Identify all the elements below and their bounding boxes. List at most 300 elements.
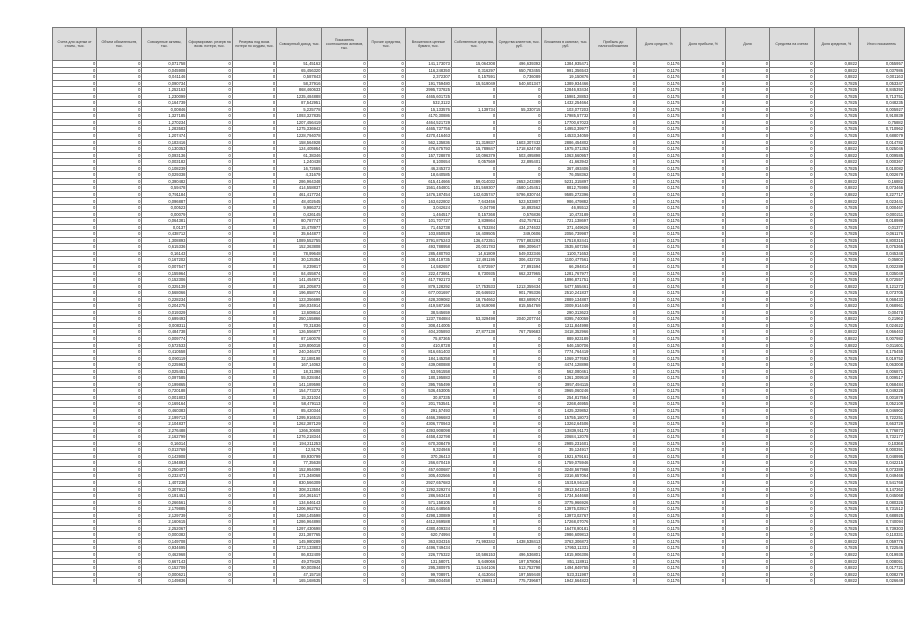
table-cell: 0,7825 xyxy=(814,375,859,382)
table-cell: 0 xyxy=(451,525,496,532)
table-cell: 0,667143 xyxy=(142,558,187,565)
table-cell: 0 xyxy=(367,447,405,454)
table-cell: 0,8822 xyxy=(814,316,859,323)
table-cell: 0,7825 xyxy=(814,126,859,133)
table-cell: 0 xyxy=(590,309,637,316)
table-cell: 4451,648565 xyxy=(405,506,451,513)
table-cell: 0,001163 xyxy=(859,74,905,81)
table-cell: 0 xyxy=(187,290,232,297)
table-cell: 0 xyxy=(97,178,142,185)
table-cell: 0,250407 xyxy=(142,466,187,473)
table-cell: 80,787747 xyxy=(277,218,322,225)
table-cell: 0 xyxy=(726,296,770,303)
table-cell: 0 xyxy=(187,159,232,166)
table-cell: 0 xyxy=(367,244,405,251)
table-cell: 0 xyxy=(590,558,637,565)
table-cell: 0 xyxy=(451,434,496,441)
table-cell: 0,59478 xyxy=(142,185,187,192)
table-cell: 0 xyxy=(681,322,726,329)
table-cell: 0 xyxy=(367,401,405,408)
table-cell: 55,028484 xyxy=(277,375,322,382)
table-cell: 0,042215 xyxy=(859,460,905,467)
table-cell: 0 xyxy=(322,257,367,264)
table-cell: 0 xyxy=(681,558,726,565)
table-cell: 0 xyxy=(681,133,726,140)
table-cell: 0,175455 xyxy=(859,349,905,356)
table-cell: 0,1176 xyxy=(637,218,681,225)
table-cell: 0 xyxy=(590,80,637,87)
table-cell: 0 xyxy=(726,329,770,336)
table-cell: 0 xyxy=(590,362,637,369)
table-cell: 0 xyxy=(232,434,276,441)
table-cell: 0 xyxy=(451,427,496,434)
table-cell: 0 xyxy=(726,303,770,310)
table-cell: 0 xyxy=(53,440,97,447)
table-cell: 0 xyxy=(232,499,276,506)
table-cell: 285,480793 xyxy=(405,250,451,257)
table-cell: 0 xyxy=(590,146,637,153)
table-cell: 0 xyxy=(590,427,637,434)
table-cell: 0 xyxy=(769,335,814,342)
column-header: Вложения в капитал, тыс. руб. xyxy=(542,28,590,61)
table-cell: 0 xyxy=(681,303,726,310)
table-cell: 0 xyxy=(97,250,142,257)
table-cell: 0,8822 xyxy=(814,303,859,310)
table-cell: 0 xyxy=(497,87,542,94)
table-cell: 306,432725 xyxy=(497,257,542,264)
table-cell: 0,1175 xyxy=(637,93,681,100)
table-cell: 0 xyxy=(53,473,97,480)
table-cell: 1,252163 xyxy=(142,87,187,94)
table-cell: 2,179885 xyxy=(142,506,187,513)
table-cell: 0 xyxy=(769,74,814,81)
table-cell: 901,795336 xyxy=(497,290,542,297)
table-cell: 0,1175 xyxy=(637,133,681,140)
table-cell: 0,00846 xyxy=(142,106,187,113)
table-cell: 0 xyxy=(681,146,726,153)
table-cell: 0,1176 xyxy=(637,283,681,290)
table-cell: 0 xyxy=(322,100,367,107)
table-cell: 58,479113 xyxy=(277,401,322,408)
table-cell: 0,722546 xyxy=(859,545,905,552)
table-cell: 46,95512 xyxy=(542,205,590,212)
table-cell: 0 xyxy=(769,447,814,454)
table-cell: 0,7825 xyxy=(814,473,859,480)
table-cell: 197,559448 xyxy=(497,571,542,578)
table-cell: 0 xyxy=(497,434,542,441)
table-cell: 0 xyxy=(769,100,814,107)
table-cell: 0,1175 xyxy=(637,290,681,297)
table-cell: 0,7825 xyxy=(814,362,859,369)
table-cell: 2,372307 xyxy=(405,74,451,81)
table-cell: 0 xyxy=(681,74,726,81)
table-cell: 0,460383 xyxy=(142,407,187,414)
table-cell: 0 xyxy=(187,61,232,68)
table-cell: 0,8822 xyxy=(814,178,859,185)
table-cell: 0 xyxy=(97,67,142,74)
table-cell: 191,759480 xyxy=(405,80,451,87)
table-cell: 6,753284 xyxy=(451,224,496,231)
table-cell: 0,1175 xyxy=(637,473,681,480)
table-cell: 0,017721 xyxy=(859,565,905,572)
table-cell: 991,356543 xyxy=(542,67,590,74)
table-cell: 0,090734 xyxy=(142,80,187,87)
table-cell: 0 xyxy=(187,283,232,290)
table-cell: 0 xyxy=(590,178,637,185)
table-cell: 0 xyxy=(97,263,142,270)
table-cell: 0 xyxy=(322,277,367,284)
table-cell: 0 xyxy=(367,198,405,205)
table-cell: 0 xyxy=(53,538,97,545)
table-cell: 3,042624 xyxy=(405,205,451,212)
column-header: Прибыль до налогообложения xyxy=(590,28,637,61)
table-cell: 0 xyxy=(726,486,770,493)
table-cell: 0 xyxy=(367,329,405,336)
table-cell: 35,644877 xyxy=(277,231,322,238)
table-cell: 71,452738 xyxy=(405,224,451,231)
table-cell: 0 xyxy=(232,532,276,539)
table-cell: 0 xyxy=(187,139,232,146)
table-cell: 0 xyxy=(451,421,496,428)
table-cell: 38,545659 xyxy=(405,309,451,316)
table-cell: 0 xyxy=(322,191,367,198)
table-cell: 0 xyxy=(187,316,232,323)
table-cell: 0,7825 xyxy=(814,453,859,460)
table-cell: 0 xyxy=(187,342,232,349)
table-cell: 1273,133803 xyxy=(277,545,322,552)
table-cell: 0 xyxy=(367,335,405,342)
table-cell: 167,14062 xyxy=(277,362,322,369)
table-cell: 0 xyxy=(497,407,542,414)
table-cell: 0 xyxy=(322,126,367,133)
table-cell: 0,057569 xyxy=(451,159,496,166)
table-cell: 0 xyxy=(769,152,814,159)
table-cell: 0 xyxy=(322,119,367,126)
table-cell: 0 xyxy=(232,493,276,500)
table-cell: 0 xyxy=(451,453,496,460)
table-cell: 0 xyxy=(322,113,367,120)
table-cell: 1295,916515 xyxy=(277,414,322,421)
table-cell: 0 xyxy=(97,375,142,382)
table-cell: 0 xyxy=(232,277,276,284)
table-cell: 0,8822 xyxy=(814,329,859,336)
table-cell: 0 xyxy=(497,421,542,428)
table-cell: 0 xyxy=(367,172,405,179)
table-cell: 0 xyxy=(367,558,405,565)
table-cell: 0 xyxy=(367,93,405,100)
table-cell: 0 xyxy=(53,565,97,572)
table-cell: 0 xyxy=(97,165,142,172)
table-cell: 0 xyxy=(769,198,814,205)
table-cell: 0 xyxy=(497,362,542,369)
table-cell: 0 xyxy=(53,139,97,146)
table-cell: 0 xyxy=(681,499,726,506)
table-cell: 8,100654 xyxy=(405,159,451,166)
table-cell: 0 xyxy=(769,552,814,559)
table-cell: 0 xyxy=(681,335,726,342)
table-cell: 0,1176 xyxy=(637,571,681,578)
table-cell: 0,1176 xyxy=(637,342,681,349)
table-cell: 0,7825 xyxy=(814,512,859,519)
table-cell: 0,157368 xyxy=(451,211,496,218)
table-cell: 0,16143 xyxy=(142,250,187,257)
table-cell: 0 xyxy=(590,342,637,349)
table-cell: 0 xyxy=(232,466,276,473)
table-cell: 0 xyxy=(187,578,232,585)
table-cell: 0,024622 xyxy=(859,322,905,329)
table-cell: 0 xyxy=(681,466,726,473)
table-cell: 16,892562 xyxy=(497,205,542,212)
table-cell: 0 xyxy=(681,309,726,316)
table-cell: 0 xyxy=(187,237,232,244)
table-cell: 0 xyxy=(322,571,367,578)
table-cell: 0,000621 xyxy=(142,571,187,578)
table-cell: 2510,241837 xyxy=(542,290,590,297)
table-cell: 0 xyxy=(232,506,276,513)
table-cell: 0 xyxy=(681,473,726,480)
table-cell: 0 xyxy=(681,329,726,336)
table-cell: 0,800316 xyxy=(859,237,905,244)
table-cell: 0 xyxy=(97,218,142,225)
table-cell: 496,639392 xyxy=(497,61,542,68)
column-header: Средства клиентов, тыс. руб. xyxy=(497,28,542,61)
table-cell: 2,199713 xyxy=(142,414,187,421)
table-cell: 0 xyxy=(726,198,770,205)
table-cell: 0 xyxy=(322,133,367,140)
table-cell: 0,053347 xyxy=(859,80,905,87)
table-cell: 0,048235 xyxy=(859,100,905,107)
table-cell: 0 xyxy=(367,460,405,467)
table-cell: 103,077203 xyxy=(542,106,590,113)
table-cell: 0,006871 xyxy=(859,368,905,375)
table-cell: 1262,387129 xyxy=(277,421,322,428)
table-cell: 0 xyxy=(367,185,405,192)
table-cell: 0 xyxy=(232,296,276,303)
table-cell: 0,7825 xyxy=(814,250,859,257)
table-cell: 0 xyxy=(726,552,770,559)
table-cell: 0 xyxy=(726,185,770,192)
table-cell: 0 xyxy=(590,237,637,244)
table-cell: 896,309647 xyxy=(497,244,542,251)
table-cell: 0 xyxy=(726,571,770,578)
table-cell: 0,001803 xyxy=(142,394,187,401)
table-cell: 0 xyxy=(451,414,496,421)
table-cell: 11,544106 xyxy=(451,565,496,572)
table-cell: 0 xyxy=(769,283,814,290)
table-cell: 0 xyxy=(322,178,367,185)
table-cell: 0 xyxy=(232,394,276,401)
table-cell: 0 xyxy=(97,113,142,120)
table-cell: 1,270234 xyxy=(142,119,187,126)
table-cell: 0 xyxy=(187,93,232,100)
table-cell: 0,009517 xyxy=(859,375,905,382)
table-cell: 0,013769 xyxy=(142,447,187,454)
table-cell: 0 xyxy=(187,558,232,565)
table-cell: 0 xyxy=(53,185,97,192)
table-cell: 1281,767977 xyxy=(542,270,590,277)
table-cell: 439,080888 xyxy=(405,362,451,369)
table-cell: 0 xyxy=(769,571,814,578)
table-cell: 0 xyxy=(681,93,726,100)
table-cell: 305,402566 xyxy=(405,473,451,480)
table-cell: 103,850929 xyxy=(405,231,451,238)
table-cell: 0,8822 xyxy=(814,335,859,342)
table-cell: 0 xyxy=(367,414,405,421)
table-cell: 101,569307 xyxy=(451,185,496,192)
table-cell: 0 xyxy=(53,394,97,401)
table-cell: 0 xyxy=(451,447,496,454)
table-cell: 0,008051 xyxy=(859,558,905,565)
table-cell: 0 xyxy=(681,165,726,172)
table-cell: 0 xyxy=(232,558,276,565)
table-cell: 0 xyxy=(322,270,367,277)
table-cell: 0 xyxy=(769,486,814,493)
table-cell: 0 xyxy=(497,113,542,120)
table-cell: 0 xyxy=(497,388,542,395)
table-cell: 0 xyxy=(53,303,97,310)
table-cell: 0 xyxy=(97,407,142,414)
table-cell: 0 xyxy=(53,290,97,297)
table-cell: 0 xyxy=(497,525,542,532)
table-cell: 0 xyxy=(187,499,232,506)
table-cell: 0 xyxy=(681,342,726,349)
table-cell: 0 xyxy=(367,493,405,500)
table-cell: 0 xyxy=(769,414,814,421)
table-cell: 562,080461 xyxy=(542,368,590,375)
table-cell: 0,7825 xyxy=(814,322,859,329)
table-cell: 0 xyxy=(451,480,496,487)
table-cell: 75,87365 xyxy=(405,335,451,342)
table-cell: 0 xyxy=(681,421,726,428)
table-cell: 0 xyxy=(367,545,405,552)
table-cell: 0 xyxy=(590,493,637,500)
table-cell: 0 xyxy=(367,565,405,572)
table-cell: 0 xyxy=(497,277,542,284)
table-cell: 0 xyxy=(726,270,770,277)
table-cell: 0 xyxy=(53,178,97,185)
table-cell: 0 xyxy=(681,388,726,395)
table-cell: 1561,454801 xyxy=(405,185,451,192)
table-cell: 0 xyxy=(726,349,770,356)
table-cell: 0 xyxy=(681,244,726,251)
table-cell: 0,1175 xyxy=(637,119,681,126)
table-cell: 0 xyxy=(769,362,814,369)
table-cell: 0 xyxy=(97,506,142,513)
table-cell: 0 xyxy=(322,538,367,545)
table-cell: 0,096887 xyxy=(142,198,187,205)
table-cell: 0 xyxy=(53,434,97,441)
table-cell: 0 xyxy=(232,578,276,585)
table-cell: 27,877138 xyxy=(451,329,496,336)
table-cell: 0 xyxy=(367,407,405,414)
table-cell: 0,7825 xyxy=(814,434,859,441)
table-cell: 0 xyxy=(681,283,726,290)
table-cell: 0 xyxy=(187,146,232,153)
table-cell: 0 xyxy=(681,427,726,434)
table-cell: 0,7825 xyxy=(814,440,859,447)
table-cell: 0 xyxy=(726,440,770,447)
table-cell: 0 xyxy=(497,335,542,342)
table-cell: 30,125354 xyxy=(277,257,322,264)
table-cell: 0 xyxy=(726,414,770,421)
table-cell: 0 xyxy=(322,263,367,270)
table-cell: 0 xyxy=(769,558,814,565)
table-cell: 0 xyxy=(97,237,142,244)
table-cell: 0 xyxy=(590,421,637,428)
table-cell: 815,554769 xyxy=(497,303,542,310)
table-cell: 0 xyxy=(187,335,232,342)
table-cell: 55,330715 xyxy=(497,106,542,113)
table-cell: 87,542951 xyxy=(277,100,322,107)
table-cell: 0 xyxy=(367,316,405,323)
table-cell: 0 xyxy=(322,211,367,218)
table-cell: 0 xyxy=(769,290,814,297)
table-cell: 0,066463 xyxy=(859,329,905,336)
table-cell: 0 xyxy=(187,218,232,225)
table-cell: 0 xyxy=(232,172,276,179)
table-cell: 0 xyxy=(769,407,814,414)
table-cell: 0 xyxy=(769,309,814,316)
table-cell: 0,000382 xyxy=(142,532,187,539)
table-cell: 0 xyxy=(769,499,814,506)
table-cell: 0 xyxy=(681,460,726,467)
table-cell: 0,068433 xyxy=(859,296,905,303)
table-cell: 1,240438 xyxy=(277,159,322,166)
table-cell: 0,149708 xyxy=(142,538,187,545)
table-cell: 17268,07076 xyxy=(542,519,590,526)
table-cell: 0 xyxy=(769,342,814,349)
table-cell: 0 xyxy=(590,538,637,545)
table-cell: 76,058362 xyxy=(542,172,590,179)
table-cell: 0 xyxy=(367,231,405,238)
table-cell: 0 xyxy=(726,447,770,454)
table-cell: 0,1175 xyxy=(637,388,681,395)
table-cell: 0,7825 xyxy=(814,277,859,284)
table-cell: 0,080326 xyxy=(859,499,905,506)
table-cell: 0 xyxy=(322,388,367,395)
table-cell: 0 xyxy=(367,106,405,113)
table-cell: 1275,336942 xyxy=(277,126,322,133)
table-cell: 0 xyxy=(97,512,142,519)
table-cell: 0 xyxy=(681,113,726,120)
table-cell: 0,025451 xyxy=(142,368,187,375)
table-cell: 0,008311 xyxy=(142,322,187,329)
table-cell: 0,1176 xyxy=(637,329,681,336)
table-cell: 0 xyxy=(187,80,232,87)
table-cell: 0 xyxy=(322,519,367,526)
table-cell: 0 xyxy=(232,545,276,552)
table-cell: 0,1176 xyxy=(637,159,681,166)
table-cell: 0 xyxy=(497,512,542,519)
table-cell: 0 xyxy=(367,499,405,506)
table-cell: 0,462968 xyxy=(142,552,187,559)
table-cell: 0 xyxy=(232,322,276,329)
table-cell: 15,321024 xyxy=(277,394,322,401)
table-cell: 0 xyxy=(726,119,770,126)
table-cell: 0,1176 xyxy=(637,257,681,264)
column-header: Доля прибыли, % xyxy=(681,28,726,61)
column-header: Доля кредитов, % xyxy=(814,28,859,61)
table-cell: 0,1175 xyxy=(637,368,681,375)
table-cell: 0 xyxy=(681,119,726,126)
table-cell: 1432,254664 xyxy=(542,100,590,107)
table-cell: 0 xyxy=(681,296,726,303)
table-cell: 66,294814 xyxy=(542,263,590,270)
table-cell: 0,7825 xyxy=(814,368,859,375)
table-cell: 0 xyxy=(322,362,367,369)
table-cell: 367,493406 xyxy=(542,165,590,172)
table-cell: 10,473189 xyxy=(542,211,590,218)
